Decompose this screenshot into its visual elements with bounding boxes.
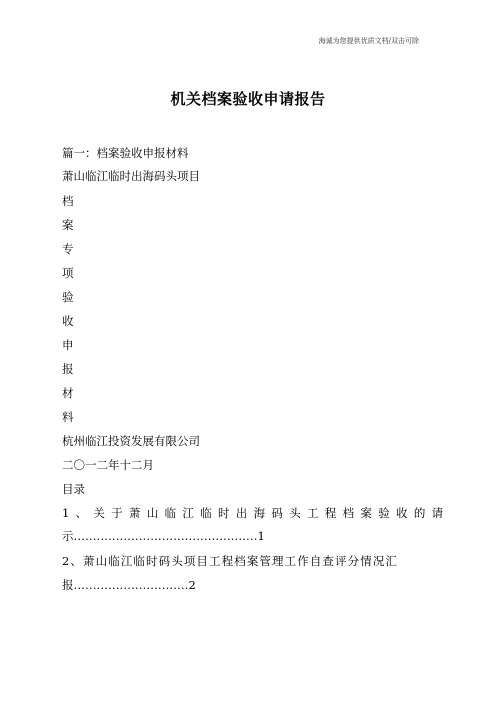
document-date: 二〇一二年十二月 bbox=[62, 458, 154, 472]
vertical-char: 专 bbox=[62, 242, 74, 256]
vertical-char: 案 bbox=[62, 218, 74, 232]
vertical-char: 报 bbox=[62, 362, 74, 376]
chapter-heading: 篇一：档案验收申报材料 bbox=[62, 146, 189, 160]
vertical-char: 申 bbox=[62, 338, 74, 352]
vertical-char: 料 bbox=[62, 410, 74, 424]
project-name: 萧山临江临时出海码头项目 bbox=[62, 169, 200, 183]
toc-item-1-line-2: 示…………………………………………1 bbox=[62, 529, 265, 543]
toc-heading: 目录 bbox=[62, 482, 85, 496]
header-note: 海诚为您提供优质文档/双击可除 bbox=[318, 37, 419, 45]
toc-item-2-line-2: 报…………………………2 bbox=[62, 578, 196, 592]
vertical-char: 项 bbox=[62, 266, 74, 280]
vertical-char: 收 bbox=[62, 314, 74, 328]
vertical-char: 验 bbox=[62, 290, 74, 304]
vertical-char: 档 bbox=[62, 194, 74, 208]
company-name: 杭州临江投资发展有限公司 bbox=[62, 434, 200, 448]
toc-item-2-line-1: 2、萧山临江临时码头项目工程档案管理工作自查评分情况汇 bbox=[62, 554, 399, 568]
toc-item-1-line-1: 1、关于萧山临江临时出海码头工程档案验收的请 bbox=[62, 506, 450, 520]
vertical-char: 材 bbox=[62, 386, 74, 400]
document-title: 机关档案验收申请报告 bbox=[170, 90, 326, 108]
